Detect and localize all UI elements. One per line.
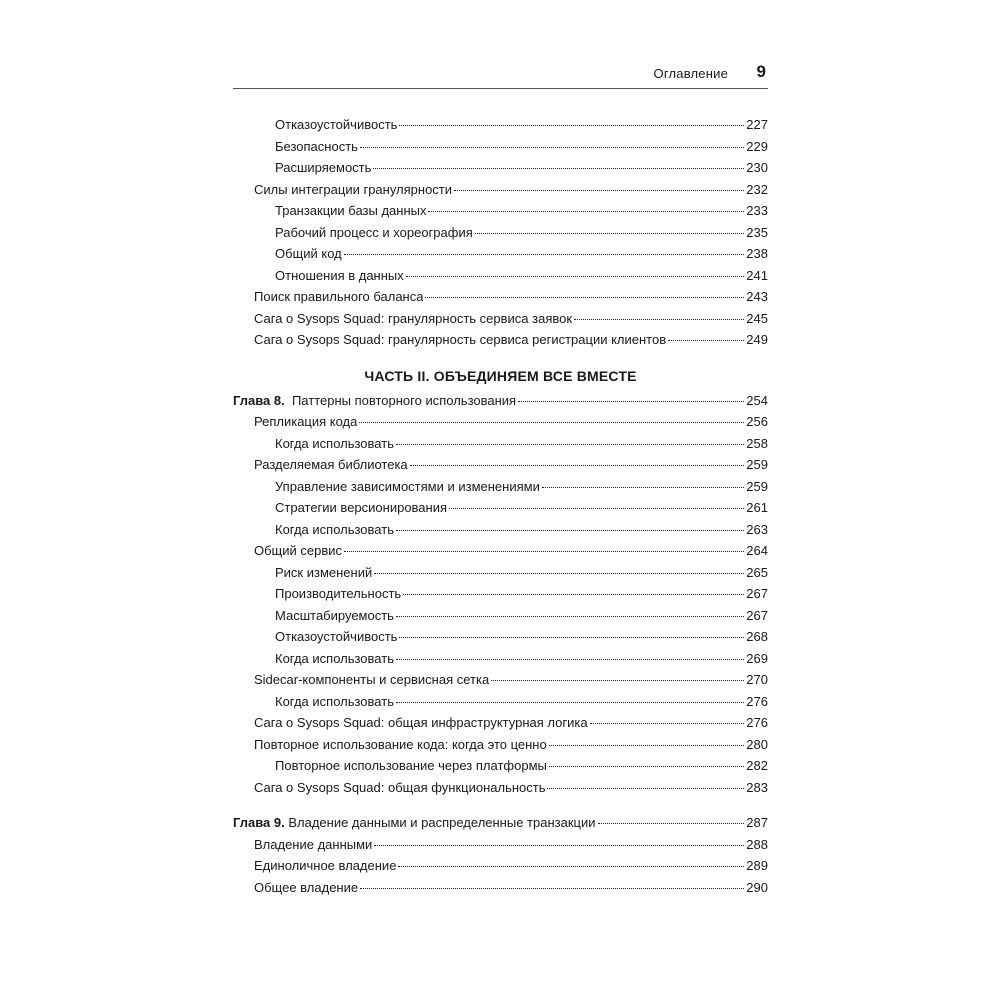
toc-entry-page: 227: [746, 117, 768, 132]
toc-entry-title: Когда использовать: [275, 521, 394, 537]
dot-leader: [425, 297, 744, 298]
toc-entry-title: Стратегии версионирования: [275, 500, 448, 515]
dot-leader: [668, 340, 744, 341]
toc-entry-page: 229: [746, 138, 768, 154]
dot-leader: [374, 573, 744, 574]
toc-entry[interactable]: [233, 117, 768, 139]
toc-entry-title: Репликация кода: [254, 414, 358, 429]
toc-entry-page: 268: [746, 629, 768, 644]
toc-entry-title: Риск изменений: [275, 564, 373, 580]
dot-leader: [542, 487, 744, 488]
toc-entry[interactable]: [233, 629, 768, 651]
toc-entry-page: 238: [746, 246, 768, 261]
toc-entry[interactable]: [233, 586, 768, 608]
toc-entry-title: Владение данными: [254, 836, 373, 852]
toc-entry-page: 261: [746, 500, 768, 515]
dot-leader: [398, 866, 744, 867]
toc-entry[interactable]: [233, 694, 768, 716]
toc-entry-title: Поиск правильного баланса: [254, 289, 424, 304]
dot-leader: [406, 276, 745, 277]
toc-entry-page: 282: [746, 758, 768, 773]
toc-entry[interactable]: [233, 837, 768, 859]
dot-leader: [396, 659, 744, 660]
toc-entry-title: Расширяемость: [275, 160, 372, 175]
dot-leader: [574, 319, 744, 320]
toc-entry-title: Масштабируемость: [275, 607, 394, 623]
dot-leader: [549, 745, 745, 746]
toc-entry[interactable]: [233, 651, 768, 673]
toc-entry-page: 290: [746, 879, 768, 895]
dot-leader: [396, 444, 744, 445]
toc-entry-title: Единоличное владение: [254, 858, 397, 873]
toc-entry-page: 259: [746, 478, 768, 494]
toc-entry-page: 258: [746, 435, 768, 451]
toc-entry-page: 241: [746, 267, 768, 283]
dot-leader: [590, 723, 745, 724]
dot-leader: [374, 845, 744, 846]
toc-entry-page: 276: [746, 693, 768, 709]
toc-entry-page: 254: [746, 392, 768, 408]
toc-entry-page: 249: [746, 332, 768, 347]
dot-leader: [428, 211, 744, 212]
dot-leader: [403, 594, 744, 595]
toc-entry-page: 235: [746, 224, 768, 240]
toc-entry-title: Когда использовать: [275, 435, 394, 451]
dot-leader: [359, 422, 744, 423]
toc-entry[interactable]: [233, 332, 768, 354]
toc-entry-title: [233, 393, 516, 408]
toc-entry[interactable]: [233, 139, 768, 161]
toc-entry[interactable]: [233, 758, 768, 780]
toc-entry-page: 233: [746, 203, 768, 218]
toc-entry[interactable]: [233, 414, 768, 436]
toc-entry[interactable]: [233, 182, 768, 204]
toc-entry[interactable]: [233, 203, 768, 225]
toc-entry-page: 288: [746, 836, 768, 852]
dot-leader: [518, 401, 744, 402]
toc-block-continuation: [233, 117, 768, 354]
toc-entry-page: 265: [746, 564, 768, 580]
chapter-label: Глава 9.: [233, 815, 285, 830]
dot-leader: [344, 254, 745, 255]
toc-entry-title: Сага о Sysops Squad: гранулярность сервиса заявок: [254, 310, 573, 326]
dot-leader: [360, 888, 744, 889]
toc-block-chapter-9: [233, 837, 768, 902]
running-head-title: Оглавление: [653, 66, 728, 81]
toc-entry[interactable]: [233, 225, 768, 247]
toc-chapter-8[interactable]: [233, 393, 768, 415]
table-of-contents: [233, 117, 768, 901]
toc-entry[interactable]: [233, 436, 768, 458]
toc-entry-title: Производительность: [275, 586, 402, 601]
chapter-title: Владение данными и распределенные транзакции: [288, 815, 596, 830]
toc-entry[interactable]: [233, 737, 768, 759]
toc-entry-title: Повторное использование кода: когда это ценно: [254, 736, 547, 752]
running-head: [233, 62, 768, 89]
dot-leader: [449, 508, 744, 509]
dot-leader: [491, 680, 744, 681]
toc-entry[interactable]: [233, 246, 768, 268]
dot-leader: [598, 823, 745, 824]
dot-leader: [399, 125, 744, 126]
toc-block-chapter-8: [233, 414, 768, 801]
toc-entry-title: Sidecar-компоненты и сервисная сетка: [254, 672, 490, 687]
toc-entry[interactable]: [233, 858, 768, 880]
toc-entry-title: Когда использовать: [275, 693, 394, 709]
toc-entry-title: Безопасность: [275, 138, 358, 154]
toc-entry-page: 267: [746, 607, 768, 623]
toc-entry-title: [233, 815, 596, 830]
toc-entry-page: 264: [746, 543, 768, 558]
toc-entry[interactable]: [233, 522, 768, 544]
toc-entry[interactable]: [233, 500, 768, 522]
part-heading: ЧАСТЬ II. ОБЪЕДИНЯЕМ ВСЕ ВМЕСТЕ: [364, 367, 637, 384]
dot-leader: [360, 147, 744, 148]
toc-entry-page: 245: [746, 310, 768, 326]
dot-leader: [547, 788, 744, 789]
toc-entry-page: 270: [746, 672, 768, 687]
toc-entry-title: Отказоустойчивость: [275, 117, 398, 132]
toc-entry[interactable]: [233, 543, 768, 565]
toc-entry-page: 287: [746, 815, 768, 830]
toc-entry-title: Транзакции базы данных: [275, 203, 427, 218]
toc-entry-page: 289: [746, 858, 768, 873]
toc-entry-page: 232: [746, 181, 768, 197]
toc-entry-title: Отношения в данных: [275, 267, 404, 283]
toc-entry-page: 283: [746, 779, 768, 795]
dot-leader: [396, 530, 744, 531]
dot-leader: [410, 465, 745, 466]
toc-entry-title: Повторное использование через платформы: [275, 758, 547, 773]
toc-entry[interactable]: [233, 672, 768, 694]
toc-entry-page: 280: [746, 736, 768, 752]
toc-entry[interactable]: [233, 479, 768, 501]
chapter-title: Паттерны повторного использования: [291, 392, 517, 408]
toc-entry-page: 267: [746, 586, 768, 601]
toc-entry-page: 276: [746, 715, 768, 730]
toc-entry-page: 256: [746, 414, 768, 429]
toc-entry-title: Общее владение: [254, 879, 359, 895]
toc-entry-title: Общий код: [275, 246, 342, 261]
toc-entry-title: Отказоустойчивость: [275, 629, 398, 644]
toc-entry-page: 243: [746, 289, 768, 304]
toc-entry-title: Силы интеграции гранулярности: [254, 181, 453, 197]
toc-entry[interactable]: [233, 780, 768, 802]
chapter-gap: [233, 801, 768, 815]
toc-entry-page: 269: [746, 650, 768, 666]
dot-leader: [396, 702, 744, 703]
toc-entry-title: Сага о Sysops Squad: общая функциональность: [254, 779, 546, 795]
toc-entry-title: Общий сервис: [254, 543, 343, 558]
toc-entry[interactable]: [233, 457, 768, 479]
toc-entry-title: Разделяемая библиотека: [254, 457, 408, 472]
toc-entry[interactable]: [233, 880, 768, 902]
toc-entry-title: Управление зависимостями и изменениями: [275, 478, 540, 494]
toc-entry[interactable]: [233, 715, 768, 737]
toc-entry-title: Рабочий процесс и хореография: [275, 224, 473, 240]
dot-leader: [396, 616, 744, 617]
dot-leader: [475, 233, 745, 234]
toc-entry[interactable]: [233, 565, 768, 587]
page-number: 9: [756, 62, 766, 81]
toc-entry-page: 259: [746, 457, 768, 472]
toc-entry-title: Когда использовать: [275, 650, 394, 666]
toc-entry-title: Сага о Sysops Squad: гранулярность сервиса регистрации клиентов: [254, 332, 667, 347]
toc-entry-page: 263: [746, 521, 768, 537]
chapter-label: Глава 8.: [233, 392, 285, 408]
toc-entry-page: 230: [746, 160, 768, 175]
toc-chapter-9[interactable]: [233, 815, 768, 837]
toc-entry[interactable]: [233, 160, 768, 182]
dot-leader: [549, 766, 744, 767]
dot-leader: [454, 190, 744, 191]
toc-entry-title: Сага о Sysops Squad: общая инфраструктурная логика: [254, 715, 588, 730]
dot-leader: [373, 168, 744, 169]
toc-entry[interactable]: [233, 289, 768, 311]
toc-entry[interactable]: [233, 311, 768, 333]
toc-entry[interactable]: [233, 268, 768, 290]
toc-entry[interactable]: [233, 608, 768, 630]
dot-leader: [399, 637, 744, 638]
dot-leader: [344, 551, 744, 552]
